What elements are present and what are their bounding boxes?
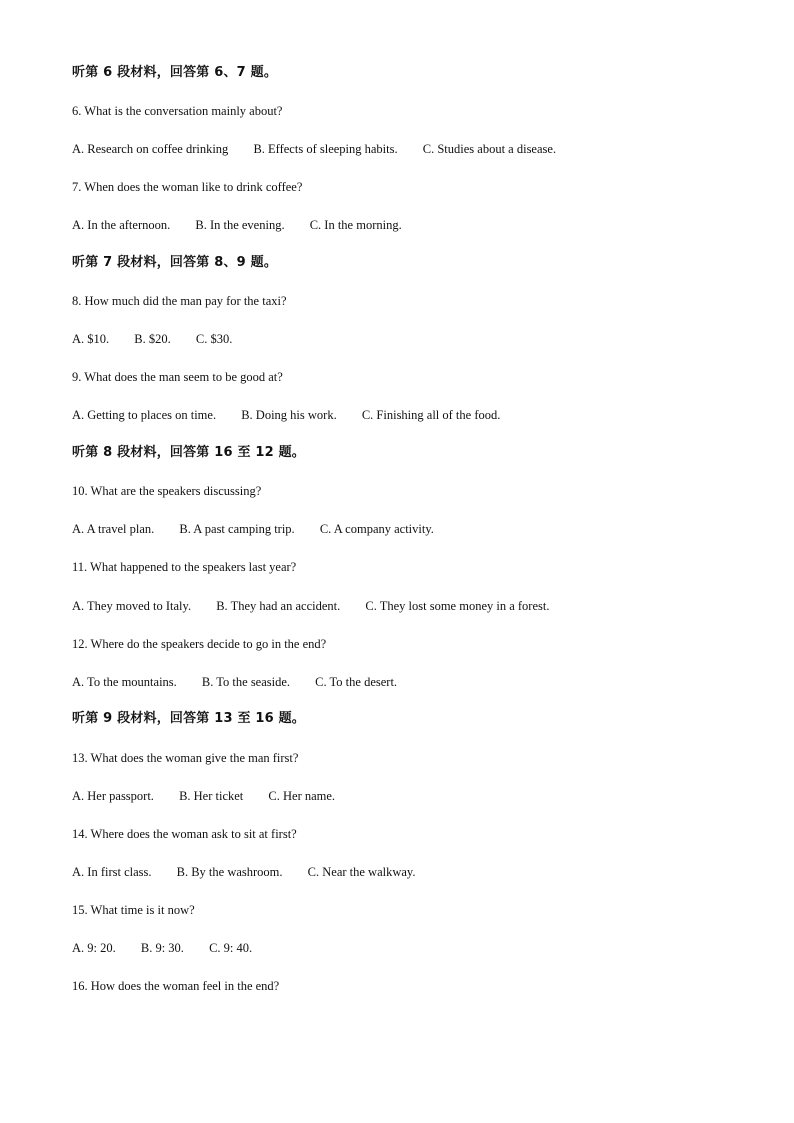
question-text: 12. Where do the speakers decide to go in the end? [72, 637, 327, 651]
question-options [72, 598, 549, 614]
question-text: 16. How does the woman feel in the end? [72, 979, 280, 993]
option: C. Finishing all of the food. [361, 408, 501, 422]
option: C. They lost some money in a forest. [365, 599, 550, 613]
question-text: 10. What are the speakers discussing? [72, 484, 262, 498]
question-options [72, 864, 416, 880]
question-text: 6. What is the conversation mainly about? [72, 104, 283, 118]
question-options [72, 788, 335, 804]
question-text: 13. What does the woman give the man first? [72, 751, 299, 765]
option: B. Her ticket [179, 789, 244, 803]
question-options [72, 940, 252, 956]
section-heading: 听第 6 段材料，回答第 6、7 题。 [72, 65, 278, 80]
option: C. $30. [195, 332, 233, 346]
question-text: 8. How much did the man pay for the taxi? [72, 294, 287, 308]
option: A. In first class. [72, 865, 152, 879]
option: B. Effects of sleeping habits. [253, 142, 398, 156]
option: A. 9: 20. [72, 941, 116, 955]
option: B. Doing his work. [241, 408, 337, 422]
question-text: 15. What time is it now? [72, 903, 195, 917]
question-options [72, 521, 434, 537]
question-text: 11. What happened to the speakers last year? [72, 560, 297, 574]
section-heading: 听第 7 段材料，回答第 8、9 题。 [72, 255, 278, 270]
option: B. $20. [134, 332, 171, 346]
option: B. In the evening. [195, 218, 285, 232]
option: A. Her passport. [72, 789, 154, 803]
section-heading: 听第 8 段材料，回答第 16 至 12 题。 [72, 445, 305, 460]
option: C. Her name. [268, 789, 336, 803]
option: B. A past camping trip. [179, 522, 295, 536]
option: B. 9: 30. [140, 941, 184, 955]
option: A. Research on coffee drinking [72, 142, 229, 156]
question-options [72, 331, 232, 347]
question-text: 14. Where does the woman ask to sit at first? [72, 827, 297, 841]
option: C. Near the walkway. [307, 865, 416, 879]
option: C. Studies about a disease. [422, 142, 557, 156]
option: A. In the afternoon. [72, 218, 171, 232]
question-options [72, 407, 500, 423]
option: A. They moved to Italy. [72, 599, 192, 613]
option: C. A company activity. [319, 522, 434, 536]
option: A. Getting to places on time. [72, 408, 217, 422]
question-text: 7. When does the woman like to drink coffee? [72, 180, 303, 194]
option: C. To the desert. [315, 675, 398, 689]
section-heading: 听第 9 段材料，回答第 13 至 16 题。 [72, 711, 305, 726]
question-options [72, 674, 397, 690]
question-options [72, 141, 556, 157]
option: A. To the mountains. [72, 675, 177, 689]
question-options [72, 217, 402, 233]
option: A. A travel plan. [72, 522, 155, 536]
question-text: 9. What does the man seem to be good at? [72, 370, 283, 384]
option: B. They had an accident. [216, 599, 341, 613]
option: B. To the seaside. [201, 675, 291, 689]
option: A. $10. [72, 332, 110, 346]
option: C. 9: 40. [209, 941, 253, 955]
option: C. In the morning. [309, 218, 402, 232]
option: B. By the washroom. [176, 865, 283, 879]
